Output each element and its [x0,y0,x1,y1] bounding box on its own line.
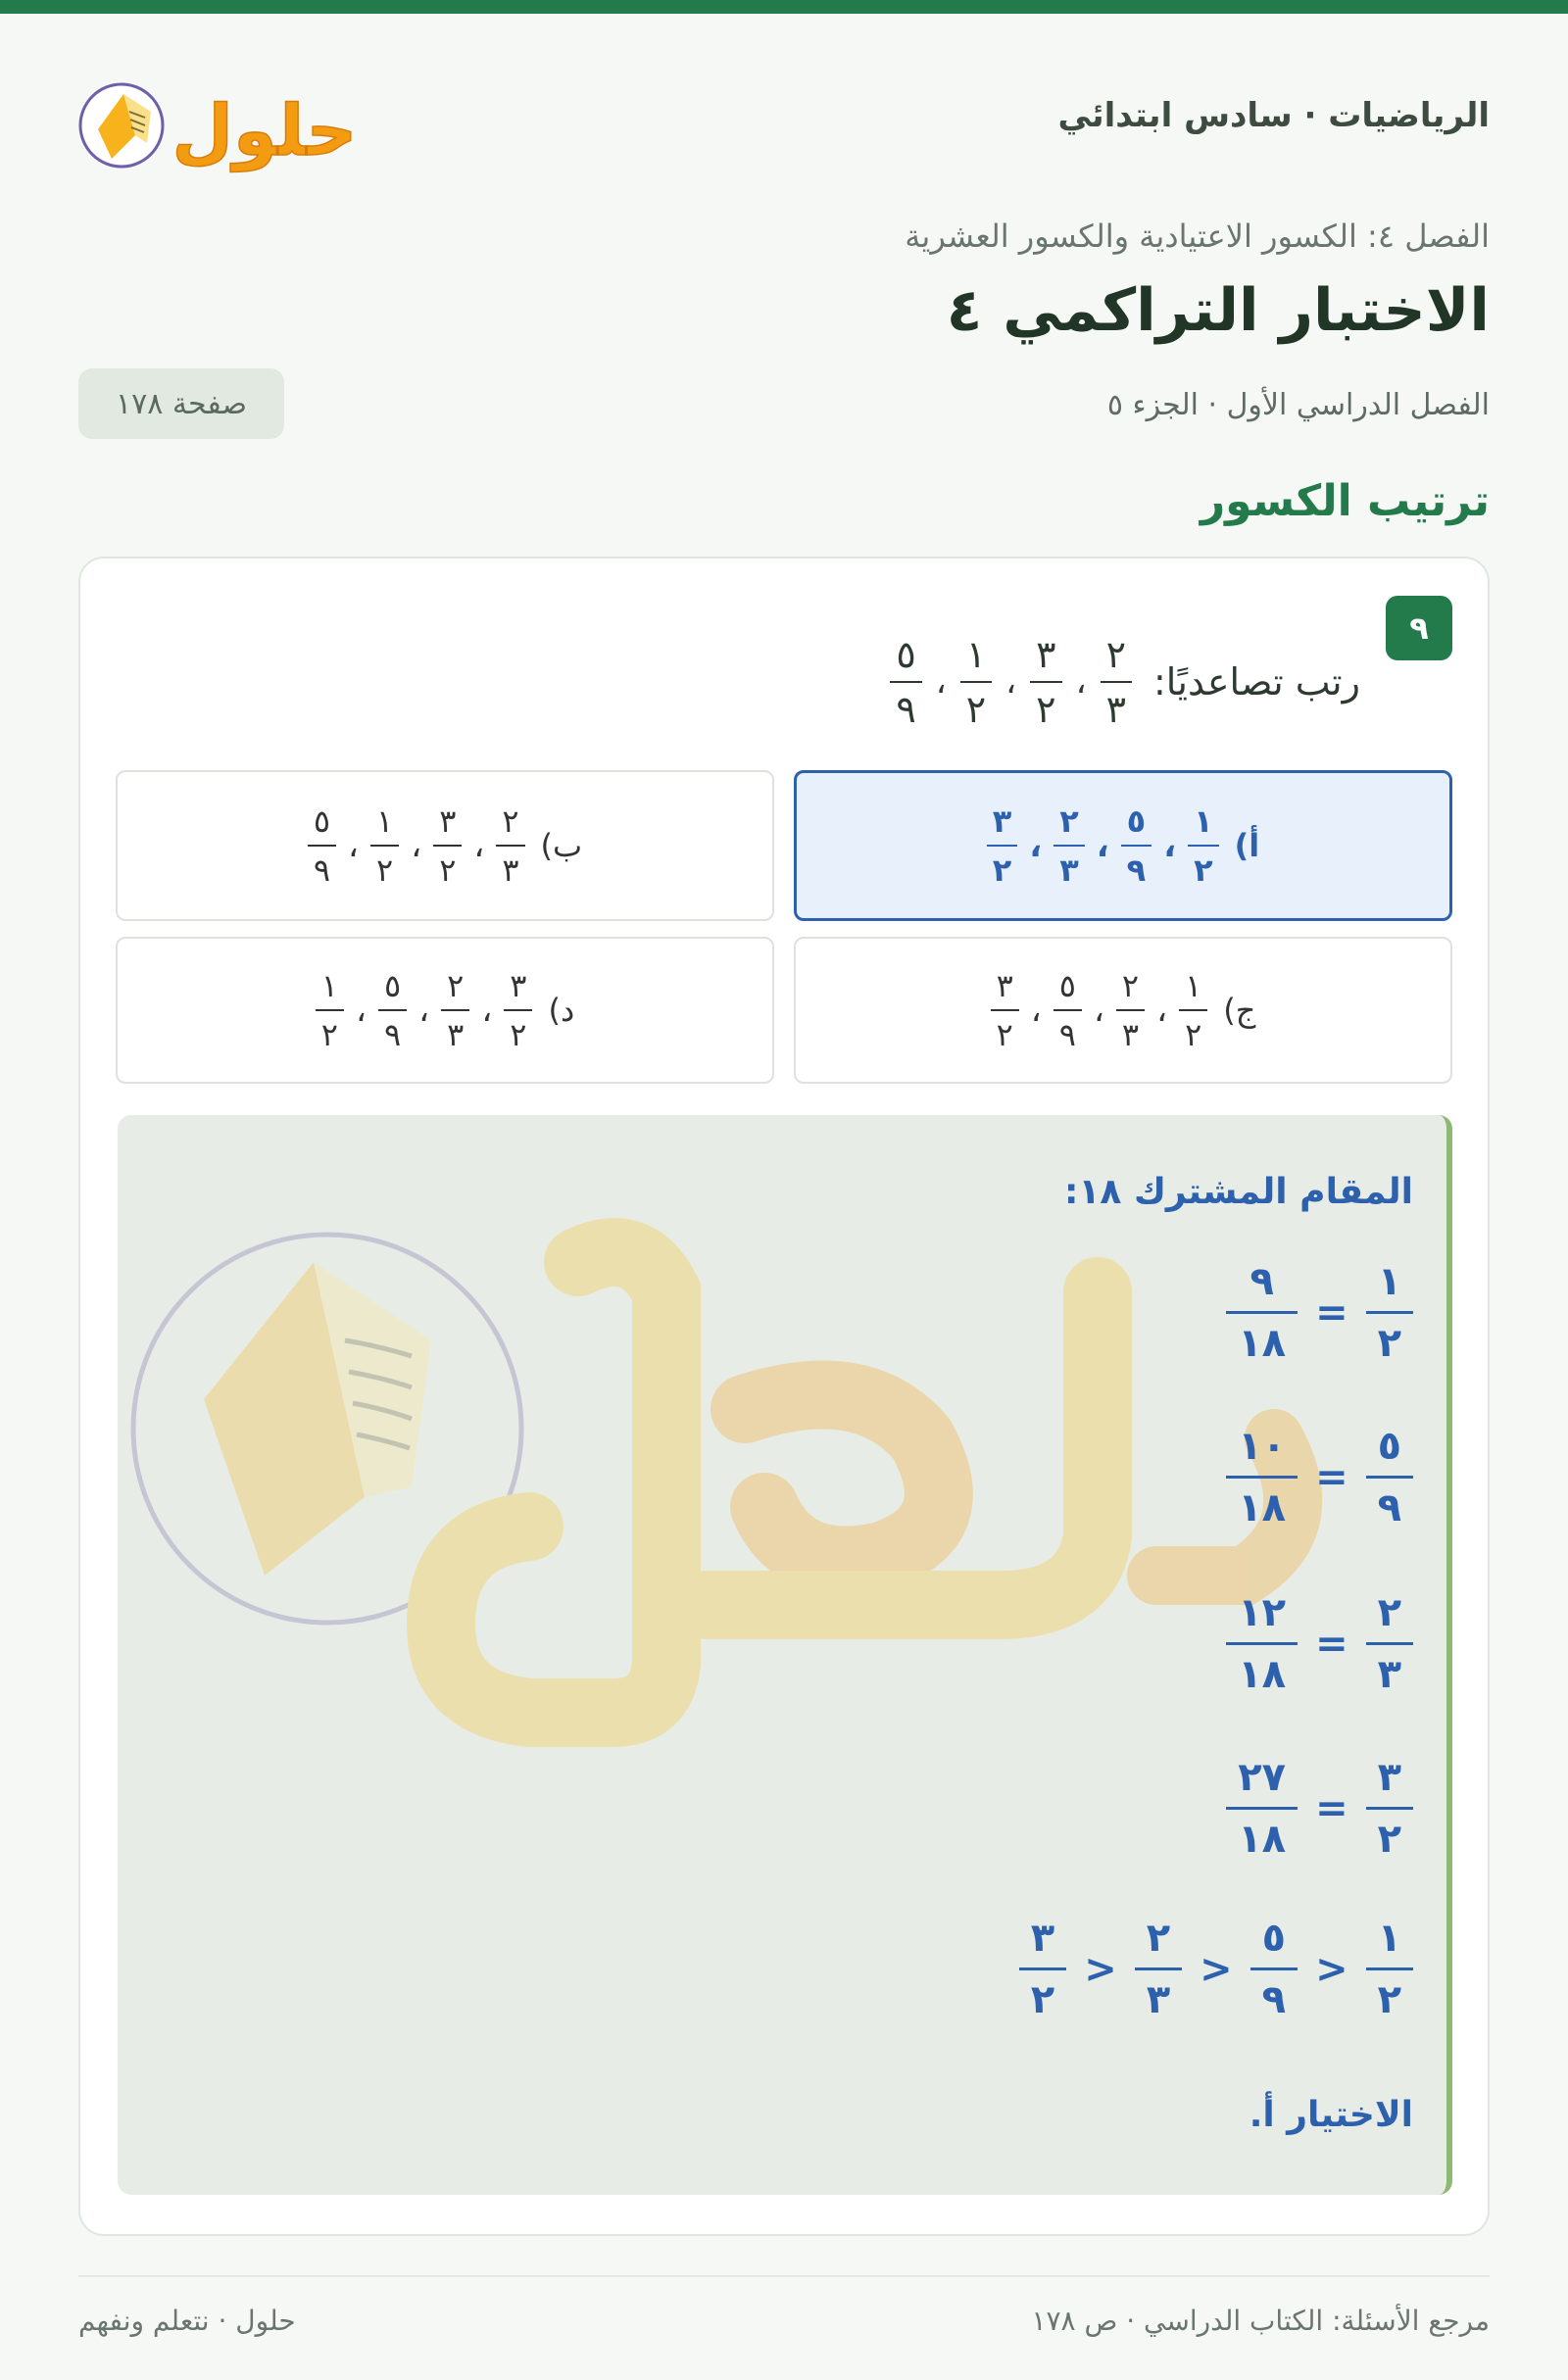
denominator: ٢ [316,1009,344,1050]
denominator: ٣ [1366,1642,1413,1694]
option-b[interactable] [116,770,774,921]
option-fraction [1054,967,1082,1053]
separator: ، [411,826,422,865]
question-prompt [890,613,1360,751]
denominator: ٢ [960,681,992,728]
option-fraction [308,802,336,889]
denominator: ٢ [1366,1807,1413,1859]
separator: ، [1093,991,1104,1030]
separator: ، [348,826,360,865]
option-fraction [987,802,1018,889]
ordered-fraction [1250,1916,1298,2022]
separator: ، [1096,826,1109,865]
page-title: الاختبار التراكمي ٤ [946,276,1490,345]
page-number-badge: صفحة ١٧٨ [78,368,284,439]
option-label: أ) [1234,827,1260,864]
numerator: ٣ [992,802,1012,840]
ordered-fraction [1019,1916,1066,2022]
numerator: ١ [376,802,394,840]
footer-tagline: حلول · نتعلم ونفهم [78,2305,296,2337]
question-fraction [1030,633,1061,731]
separator: = [1315,1785,1348,1831]
option-fraction [433,802,462,889]
numerator: ٩ [1250,1259,1274,1304]
numerator: ٢ [1146,1916,1171,1961]
option-label: ج) [1223,992,1256,1029]
separator: ، [481,991,493,1030]
equivalence-row [1226,1424,1413,1530]
footer-divider [78,2275,1490,2277]
separator: ، [1163,826,1177,865]
option-fraction [1179,967,1207,1053]
separator: < [1315,1946,1348,1992]
logo-wordmark: حلول [172,89,358,171]
numerator: ٢٧ [1238,1755,1287,1800]
final-answer: الاختيار أ. [1249,2095,1413,2135]
question-fraction [890,633,921,731]
separator: ، [1156,991,1168,1030]
numerator: ١ [965,633,987,676]
denominator: ٢ [1179,1009,1207,1050]
option-fraction [316,967,344,1053]
separator: ، [1029,826,1043,865]
option-fraction [378,967,407,1053]
option-fraction [504,967,532,1053]
option-fraction [1116,967,1145,1053]
option-fraction [441,967,469,1053]
numerator: ٥ [1126,802,1147,840]
denominator: ٢ [1030,681,1061,728]
option-fraction [370,802,399,889]
denominator: ٩ [1366,1476,1413,1528]
chapter-label: الفصل ٤: الكسور الاعتيادية والكسور العشرية [905,218,1490,255]
separator: ، [473,826,485,865]
denominator: ١٨ [1226,1642,1298,1694]
denominator: ٩ [1250,1967,1298,2019]
option-fraction [1054,802,1085,889]
top-accent-bar [0,0,1568,14]
denominator: ٢ [504,1009,532,1050]
equivalent-fraction [1226,1590,1298,1697]
numerator: ١ [1377,1259,1401,1304]
separator: < [1084,1946,1117,1992]
option-fraction [496,802,524,889]
denominator: ٢ [433,845,462,886]
numerator: ٥ [1261,1916,1287,1961]
denominator: ٩ [890,681,921,728]
denominator: ٢ [1188,845,1219,886]
denominator: ٣ [1135,1967,1182,2019]
question-fraction [960,633,992,731]
option-fraction [1121,802,1152,889]
numerator: ٣ [996,967,1013,1004]
question-card [78,557,1490,2236]
solution-box [118,1115,1452,2195]
denominator: ٣ [1054,845,1085,886]
numerator: ٣ [1377,1755,1401,1800]
ordering-line [1019,1916,1413,2022]
denominator: ٢ [987,845,1018,886]
denominator: ٩ [1121,845,1152,886]
denominator: ٩ [308,845,336,886]
numerator: ٥ [1058,967,1076,1004]
question-text: رتب تصاعديًا: [1152,660,1360,704]
denominator: ٣ [1116,1009,1145,1050]
numerator: ٥ [313,802,331,840]
denominator: ١٨ [1226,1807,1298,1859]
option-d[interactable] [116,937,774,1084]
numerator: ١ [1185,967,1202,1004]
numerator: ٢ [1121,967,1140,1004]
numerator: ٣ [1030,1916,1055,1961]
numerator: ٢ [1059,802,1079,840]
denominator: ٢ [991,1009,1019,1050]
solution-heading: المقام المشترك ١٨: [1064,1172,1413,1212]
ordered-fraction [1135,1916,1182,2022]
separator: = [1315,1289,1348,1336]
original-fraction [1366,1424,1413,1530]
numerator: ١ [1377,1916,1401,1961]
semester-label: الفصل الدراسي الأول · الجزء ٥ [1106,388,1490,422]
separator: ، [1030,991,1042,1030]
separator: ، [1075,662,1087,702]
numerator: ٥ [383,967,402,1004]
hulul-logo[interactable] [78,61,363,178]
option-label: ب) [540,827,583,864]
denominator: ٢ [1019,1967,1066,2019]
separator: ، [935,662,947,702]
numerator: ٥ [1377,1424,1401,1469]
denominator: ١٨ [1226,1311,1298,1363]
separator: ، [1005,662,1017,702]
footer-reference: مرجع الأسئلة: الكتاب الدراسي · ص ١٧٨ [1031,2305,1490,2337]
denominator: ٩ [1054,1009,1082,1050]
numerator: ١ [320,967,338,1004]
separator: = [1315,1621,1348,1667]
denominator: ٣ [441,1009,469,1050]
denominator: ٢ [370,845,399,886]
separator: ، [355,991,367,1030]
denominator: ٩ [378,1009,407,1050]
original-fraction [1366,1259,1413,1366]
equivalent-fraction [1226,1259,1298,1366]
equivalence-row [1226,1259,1413,1366]
question-fractions [890,633,1132,731]
numerator: ٢ [1105,633,1126,676]
ordered-fraction [1366,1916,1413,2022]
separator: < [1200,1946,1233,1992]
question-number-badge: ٩ [1386,596,1452,660]
numerator: ٥ [896,633,916,676]
numerator: ١٢ [1238,1590,1287,1635]
numerator: ١ [1194,802,1213,840]
question-fraction [1101,633,1132,731]
numerator: ١٠ [1238,1424,1287,1469]
option-a[interactable] [794,770,1452,921]
section-title: ترتيب الكسور [1200,476,1490,526]
denominator: ٢ [1366,1967,1413,2019]
page-header [78,61,1490,188]
option-fraction [1188,802,1219,889]
original-fraction [1366,1755,1413,1862]
denominator: ٣ [1101,681,1132,728]
numerator: ٣ [1036,633,1056,676]
option-c[interactable] [794,937,1452,1084]
denominator: ٣ [496,845,524,886]
separator: ، [418,991,430,1030]
denominator: ٢ [1366,1311,1413,1363]
equivalence-row [1226,1755,1413,1862]
numerator: ٣ [510,967,527,1004]
original-fraction [1366,1590,1413,1697]
numerator: ٢ [502,802,519,840]
equivalent-fraction [1226,1755,1298,1862]
numerator: ٢ [1377,1590,1401,1635]
option-label: د) [548,992,575,1029]
equivalence-row [1226,1590,1413,1697]
numerator: ٢ [447,967,465,1004]
equivalent-fraction [1226,1424,1298,1530]
subject-label: الرياضيات · سادس ابتدائي [1057,96,1490,135]
numerator: ٣ [439,802,457,840]
option-fraction [991,967,1019,1053]
denominator: ١٨ [1226,1476,1298,1528]
separator: = [1315,1454,1348,1500]
